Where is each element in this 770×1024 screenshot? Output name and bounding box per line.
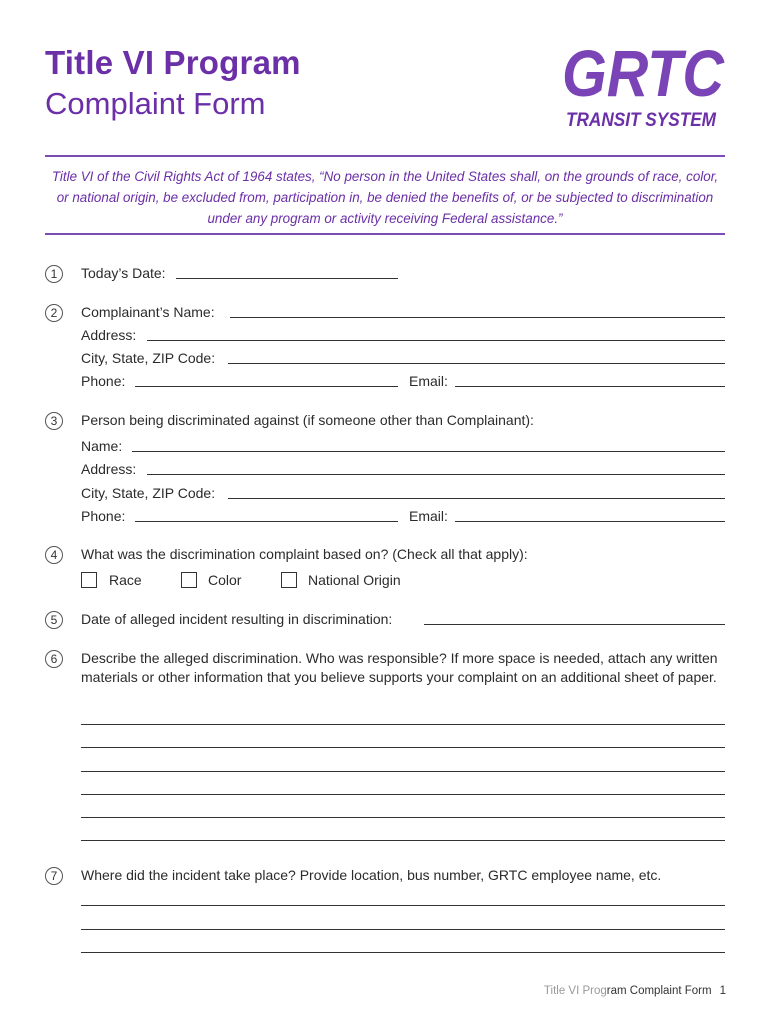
describe-discrimination-prompt: Describe the alleged discrimination. Who was responsible? If more space is needed, attach any written materials or other information that you believe supports your complaint on an additional sheet of paper.: [81, 650, 718, 685]
victim-address-label: Address:: [81, 461, 137, 477]
color-checkbox[interactable]: [181, 572, 197, 588]
grtc-logo-wordmark: GRTC: [562, 38, 726, 110]
footer-title-light: Title VI Prog: [543, 985, 607, 997]
description-line[interactable]: [81, 794, 725, 795]
national-origin-checkbox[interactable]: [281, 572, 297, 588]
form-title: Title VI Program: [45, 44, 301, 81]
complainant-address-label: Address:: [81, 327, 137, 343]
complainant-name-label: Complainant’s Name:: [81, 304, 215, 320]
section-number-6: 6: [45, 650, 63, 668]
description-line[interactable]: [81, 724, 725, 725]
page-footer: [544, 985, 726, 997]
incident-date-field[interactable]: [424, 624, 725, 625]
victim-city-label: City, State, ZIP Code:: [81, 485, 216, 501]
complainant-city-label: City, State, ZIP Code:: [81, 350, 216, 366]
complaint-basis-heading: What was the discrimination complaint based on? (Check all that apply):: [81, 546, 528, 562]
complainant-city-field[interactable]: [228, 363, 725, 364]
location-line[interactable]: [81, 905, 725, 906]
incident-date-label: Date of alleged incident resulting in discrimination:: [81, 611, 393, 627]
race-checkbox[interactable]: [81, 572, 97, 588]
section-number-5: 5: [45, 611, 63, 629]
complainant-name-field[interactable]: [230, 317, 725, 318]
todays-date-field[interactable]: [176, 278, 398, 279]
race-option-label: Race: [109, 572, 142, 588]
complainant-email-field[interactable]: [455, 386, 725, 387]
victim-phone-label: Phone:: [81, 508, 126, 524]
complainant-phone-label: Phone:: [81, 373, 126, 389]
location-line[interactable]: [81, 929, 725, 930]
victim-address-field[interactable]: [147, 474, 725, 475]
form-subtitle: Complaint Form: [45, 86, 266, 121]
section-number-3: 3: [45, 412, 63, 430]
description-line[interactable]: [81, 817, 725, 818]
complainant-email-label: Email:: [409, 373, 448, 389]
description-line[interactable]: [81, 747, 725, 748]
incident-location-prompt: Where did the incident take place? Provide location, bus number, GRTC employee name, etc.: [81, 867, 662, 883]
victim-name-label: Name:: [81, 438, 123, 454]
page-number: 1: [719, 985, 726, 997]
footer-title-dark: ram Complaint Form: [606, 985, 712, 997]
victim-phone-field[interactable]: [135, 521, 398, 522]
victim-name-field[interactable]: [132, 451, 725, 452]
header-divider-top: [45, 155, 725, 157]
grtc-logo-subtitle: TRANSIT SYSTEM: [566, 110, 718, 130]
description-line[interactable]: [81, 771, 725, 772]
victim-heading: Person being discriminated against (if someone other than Complainant):: [81, 412, 534, 428]
section-number-1: 1: [45, 265, 63, 283]
section-number-4: 4: [45, 546, 63, 564]
description-line[interactable]: [81, 840, 725, 841]
location-line[interactable]: [81, 952, 725, 953]
civil-rights-quote: Title VI of the Civil Rights Act of 1964 states, “No person in the United States shall, on the grounds of race, color, or national origin, be excluded from, participation in, be denied the benefits of, or be subjected to discrimination under any program or activity receiving Federal assistance.”: [51, 169, 719, 226]
complainant-phone-field[interactable]: [135, 386, 398, 387]
victim-email-label: Email:: [409, 508, 448, 524]
victim-city-field[interactable]: [228, 498, 725, 499]
header-divider-bottom: [45, 233, 725, 235]
grtc-logo: [560, 38, 730, 130]
complainant-address-field[interactable]: [147, 340, 725, 341]
section-number-7: 7: [45, 867, 63, 885]
color-option-label: Color: [208, 572, 242, 588]
todays-date-label: Today’s Date:: [81, 265, 166, 281]
victim-email-field[interactable]: [455, 521, 725, 522]
national-origin-option-label: National Origin: [308, 572, 401, 588]
section-number-2: 2: [45, 304, 63, 322]
